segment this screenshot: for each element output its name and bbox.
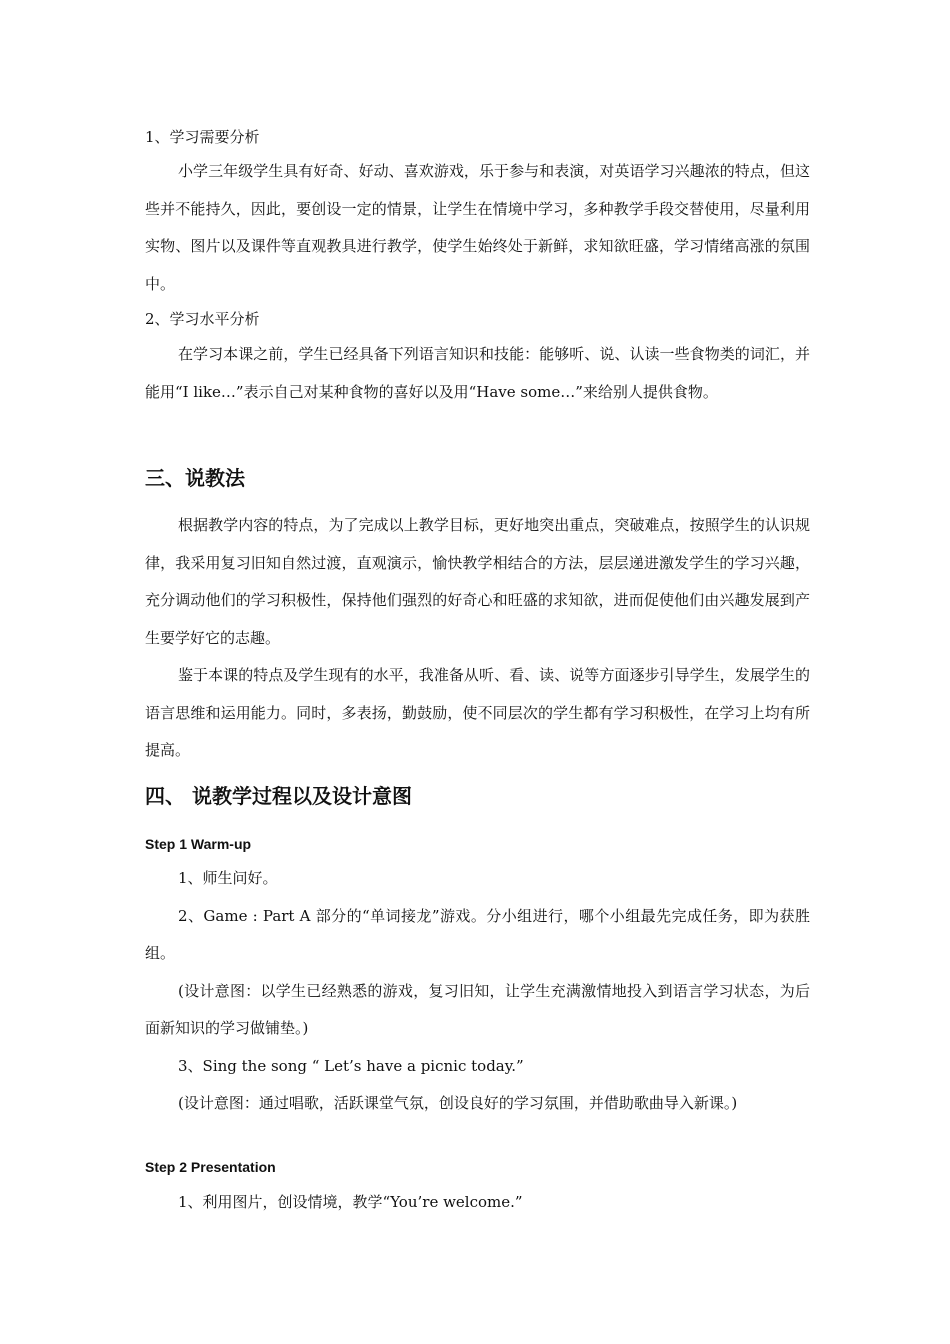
step-1-heading: Step 1 Warm-up	[145, 836, 252, 852]
design-intent-note: (设计意图：通过唱歌，活跃课堂气氛，创设良好的学习氛围，并借助歌曲导入新课。)	[178, 1094, 738, 1112]
paragraph-learning-level	[145, 336, 810, 411]
design-intent-note: (设计意图：以学生已经熟悉的游戏，复习旧知，让学生充满激情地投入到语言学习状态，为后面新知识的学习做铺垫。)	[145, 981, 810, 1037]
subsection-learning-level: 2、学习水平分析	[145, 310, 260, 328]
paragraph-learning-needs	[145, 153, 810, 303]
step-2-heading: Step 2 Presentation	[145, 1159, 276, 1175]
step-2-content	[145, 1184, 810, 1222]
paragraph-text: 鉴于本课的特点及学生现有的水平，我准备从听、看、读、说等方面逐步引导学生，发展学生的语言思维和运用能力。同时，多表扬，勤鼓励，使不同层次的学生都有学习积极性，在学习上均有所提高。	[145, 666, 810, 759]
paragraph-text: 根据教学内容的特点，为了完成以上教学目标，更好地突出重点，突破难点，按照学生的认识规律，我采用复习旧知自然过渡，直观演示，愉快教学相结合的方法，层层递进激发学生的学习兴趣，充分调动他们的学习积极性，保持他们强烈的好奇心和旺盛的求知欲，进而促使他们由兴趣发展到产生要学好它的志趣。	[145, 516, 810, 647]
step-1-content	[145, 860, 810, 1123]
heading-teaching-method: 三、说教法	[145, 466, 245, 490]
list-item: 3、Sing the song “ Let’s have a picnic today.”	[178, 1056, 524, 1075]
paragraph-teaching-method	[145, 507, 810, 770]
list-item: 2、Game : Part A 部分的“单词接龙”游戏。分小组进行，哪个小组最先完成任务，即为获胜组。	[145, 906, 810, 962]
list-item: 1、利用图片，创设情境，教学“You’re welcome.”	[178, 1193, 523, 1211]
heading-teaching-process: 四、 说教学过程以及设计意图	[145, 784, 412, 808]
list-item: 1、师生问好。	[178, 869, 278, 887]
paragraph-text: 在学习本课之前，学生已经具备下列语言知识和技能：能够听、说、认读一些食物类的词汇，并能用“I like…”表示自己对某种食物的喜好以及用“Have some…”来给别人提供食物。	[145, 345, 810, 401]
paragraph-text: 小学三年级学生具有好奇、好动、喜欢游戏，乐于参与和表演，对英语学习兴趣浓的特点，但这些并不能持久，因此，要创设一定的情景，让学生在情境中学习，多种教学手段交替使用，尽量利用实物、图片以及课件等直观教具进行教学，使学生始终处于新鲜，求知欲旺盛，学习情绪高涨的氛围中。	[145, 162, 810, 293]
subsection-learning-needs: 1、学习需要分析	[145, 128, 260, 146]
